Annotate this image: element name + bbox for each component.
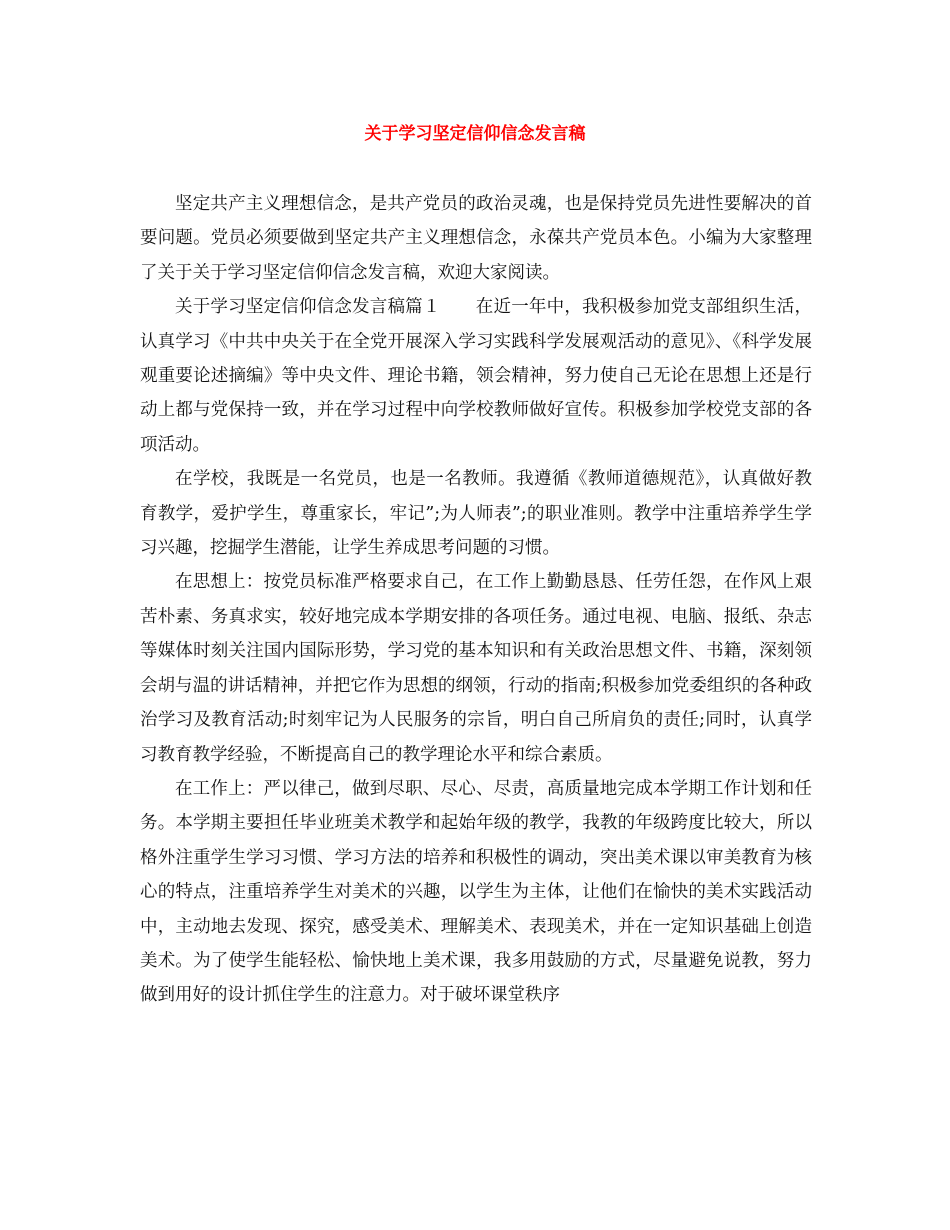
paragraph-text: 在工作上：严以律己，做到尽职、尽心、尽责，高质量地完成本学期工作计划和任务。本学期主要担任毕业班美术教学和起始年级的教学，我教的年级跨度比较大，所以格外注重学生学习习惯、学习方法的培养和积极性的调动，突出美术课以审美教育为核心的特点，注重培养学生对美术的兴趣，以学生为主体，让他们在愉快的美术实践活动中，主动地去发现、探究，感受美术、理解美术、表现美术，并在一定知识基础上创造美术。为了使学生能轻松、愉快地上美术课，我多用鼓励的方式，尽量避免说教，努力做到用好的设计抓住学生的注意力。对于破坏课堂秩序: [140, 778, 812, 1006]
paragraph-school: [140, 462, 812, 565]
paragraph-text: 在近一年中，我积极参加党支部组织生活，认真学习《中共中央关于在全党开展深入学习实践科学发展观活动的意见》、《科学发展观重要论述摘编》等中央文件、理论书籍，领会精神，努力使自己无论在思想上还是行动上都与党保持一致，并在学习过程中向学校教师做好宣传。积极参加学校党支部的各项活动。: [140, 297, 813, 455]
section-heading: 关于学习坚定信仰信念发言稿篇１: [175, 297, 441, 318]
paragraph-text: 在思想上：按党员标准严格要求自己，在工作上勤勤恳恳、任劳任怨，在作风上艰苦朴素、务真求实，较好地完成本学期安排的各项任务。通过电视、电脑、报纸、杂志等媒体时刻关注国内国际形势，学习党的基本知识和有关政治思想文件、书籍，深刻领会胡与温的讲话精神，并把它作为思想的纲领，行动的指南;积极参加党委组织的各种政治学习及教育活动;时刻牢记为人民服务的宗旨，明白自己所肩负的责任;同时，认真学习教育教学经验，不断提高自己的教学理论水平和综合素质。: [140, 572, 812, 765]
paragraph-text: 坚定共产主义理想信念，是共产党员的政治灵魂，也是保持党员先进性要解决的首要问题。党员必须要做到坚定共产主义理想信念，永葆共产党员本色。小编为大家整理了关于关于学习坚定信仰信念发言稿，欢迎大家阅读。: [140, 194, 812, 283]
paragraph-intro: [140, 187, 812, 290]
paragraph-text: 在学校，我既是一名党员，也是一名教师。我遵循《教师道德规范》，认真做好教育教学，爱护学生，尊重家长，牢记”;为人师表”;的职业准则。教学中注重培养学生学习兴趣，挖掘学生潜能，让学生养成思考问题的习惯。: [140, 469, 812, 559]
paragraph-work: [140, 772, 812, 1013]
document-title: 关于学习坚定信仰信念发言稿: [364, 124, 586, 144]
paragraph-section-1: [140, 290, 812, 462]
document-body: [140, 187, 812, 1013]
paragraph-thought: [140, 565, 812, 771]
